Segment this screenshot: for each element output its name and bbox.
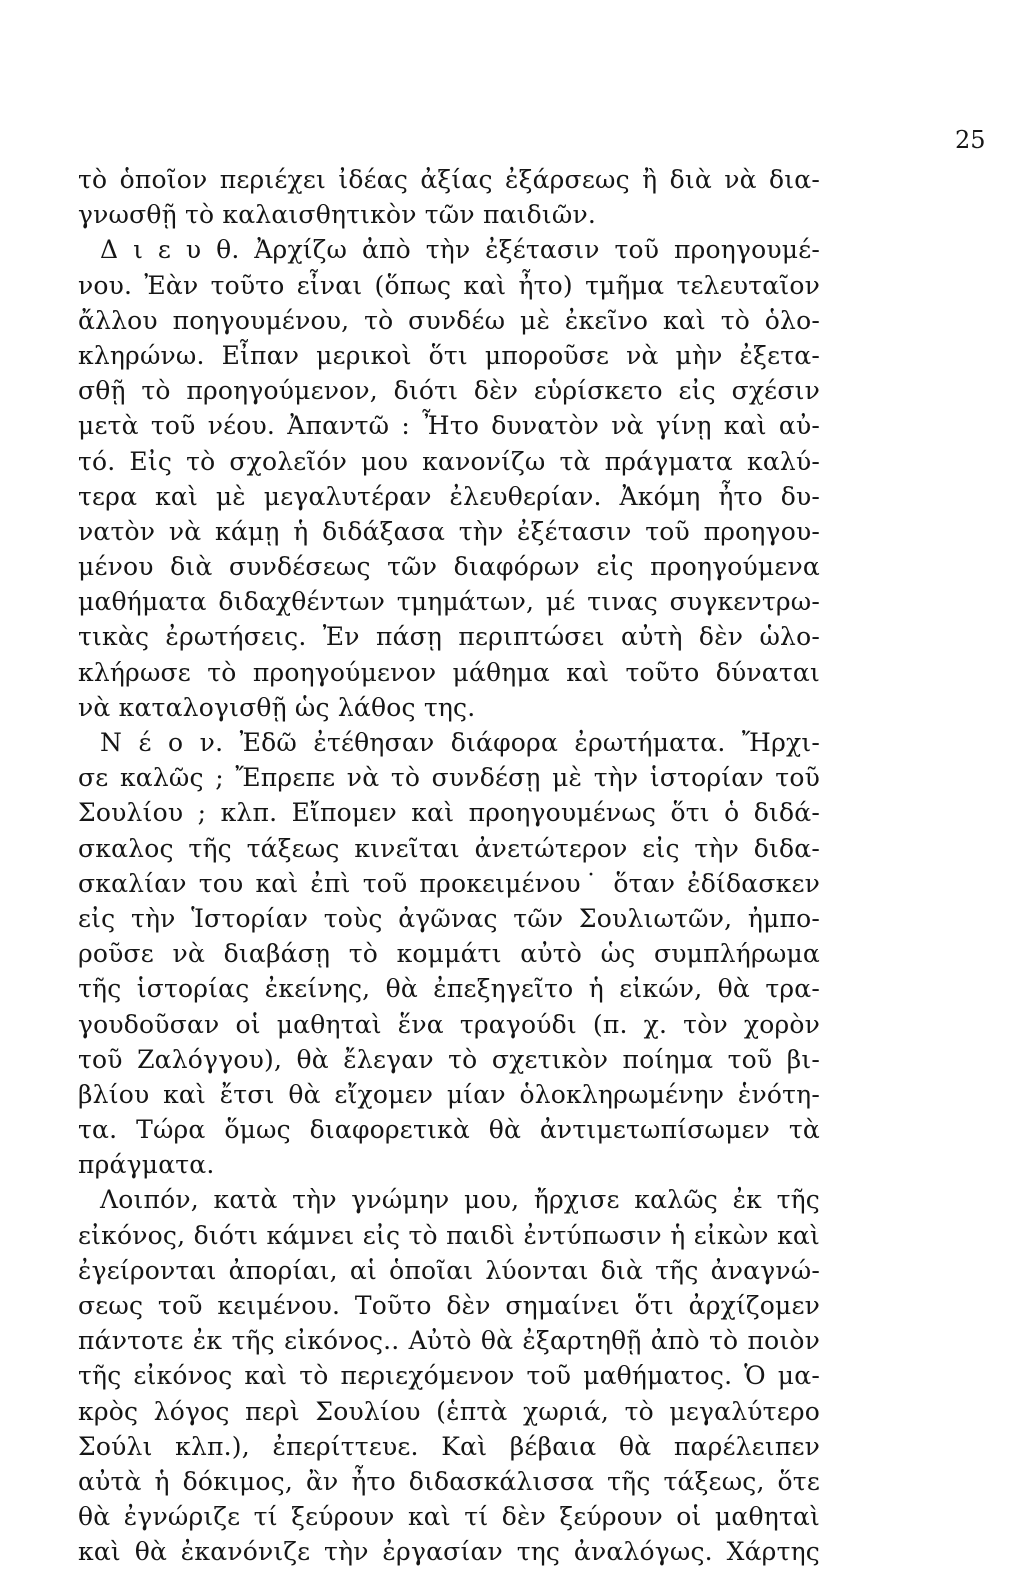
text-line: γουδοῦσαν οἱ μαθηταὶ ἕνα τραγούδι (π. χ. τὸν χορὸν	[78, 1009, 820, 1039]
text-line: καὶ θὰ ἐκανόνιζε τὴν ἐργασίαν της ἀναλόγως. Χάρτης	[78, 1537, 820, 1567]
text-line: ἄλλου πoηγουμένου, τὸ συνδέω μὲ ἐκεῖνο καὶ τὸ ὁλο-	[78, 305, 820, 335]
page-number: 25	[955, 126, 986, 154]
text-line: γνωσθῇ τὸ καλαισθητικὸν τῶν παιδιῶν.	[78, 200, 597, 230]
text-line: σκαλος τῆς τάξεως κινεῖται ἀνετώτερον εἰς τὴν διδα-	[78, 833, 820, 863]
text-line: μαθήματα διδαχθέντων τμημάτων, μέ τινας συγκεντρω-	[78, 587, 820, 617]
text-line: Σούλι κλπ.), ἐπερίττευε. Καὶ βέβαια θὰ παρέλειπεν	[78, 1431, 820, 1461]
text-line: Δ ι ε υ θ. Ἀρχίζω ἀπὸ τὴν ἐξέτασιν τοῦ προηγουμέ-	[100, 235, 820, 265]
text-line: κρὸς λόγος περὶ Σουλίου (ἑπτὰ χωριά, τὸ μεγαλύτερο	[78, 1396, 820, 1426]
text-line: ροῦσε νὰ διαβάσῃ τὸ κομμάτι αὐτὸ ὡς συμπλήρωμα	[78, 939, 820, 969]
text-line: σεως τοῦ κειμένου. Τοῦτο δὲν σημαίνει ὅτι ἀρχίζομεν	[78, 1291, 820, 1320]
text-line: νου. Ἐὰν τοῦτο εἶναι (ὅπως καὶ ἦτο) τμῆμα τελευταῖον	[78, 270, 820, 300]
text-line: Σουλίου ; κλπ. Εἴπομεν καὶ προηγουμένως ὅτι ὁ διδά-	[78, 798, 820, 828]
text-line: σε καλῶς ; Ἔπρεπε νὰ τὸ συνδέσῃ μὲ τὴν ἱστορίαν τοῦ	[78, 763, 820, 793]
text-line: βλίου καὶ ἔτσι θὰ εἴχομεν μίαν ὁλοκληρωμένην ἑνότη-	[78, 1079, 820, 1109]
text-line: τερα καὶ μὲ μεγαλυτέραν ἐλευθερίαν. Ἀκόμη ἦτο δυ-	[78, 481, 820, 511]
text-line: σκαλίαν του καὶ ἐπὶ τοῦ προκειμένου˙ ὅταν ἐδίδασκεν	[78, 868, 820, 898]
text-line: τῆς εἰκόνος καὶ τὸ περιεχόμενον τοῦ μαθήματος. Ὁ μα-	[78, 1361, 820, 1391]
text-line: αὐτὰ ἡ δόκιμος, ἂν ἦτο διδασκάλισσα τῆς τάξεως, ὅτε	[78, 1466, 820, 1496]
text-line: μετὰ τοῦ νέου. Ἀπαντῶ : Ἦτο δυνατὸν νὰ γίνῃ καὶ αὐ-	[78, 411, 820, 441]
text-line: νὰ καταλογισθῇ ὡς λάθος της.	[78, 692, 476, 722]
text-line: τικὰς ἐρωτήσεις. Ἐν πάσῃ περιπτώσει αὐτὴ δὲν ὡλο-	[78, 622, 820, 652]
text-line: κλήρωσε τὸ προηγούμενον μάθημα καὶ τοῦτο δύναται	[78, 657, 820, 687]
text-line: εἰς τὴν Ἱστορίαν τοὺς ἀγῶνας τῶν Σουλιωτῶν, ἠμπο-	[78, 903, 820, 933]
text-line: τα. Τώρα ὅμως διαφορετικὰ θὰ ἀντιμετωπίσωμεν τὰ	[78, 1115, 820, 1145]
text-line: σθῇ τὸ προηγούμενον, διότι δὲν εὑρίσκετο εἰς σχέσιν	[78, 376, 820, 406]
text-line: Λοιπόν, κατὰ τὴν γνώμην μου, ἤρχισε καλῶς ἐκ τῆς	[100, 1185, 820, 1215]
text-line: μένου διὰ συνδέσεως τῶν διαφόρων εἰς προηγούμενα	[78, 552, 820, 582]
text-line: ἐγείρονται ἀπορίαι, αἱ ὁποῖαι λύονται διὰ τῆς ἀναγνώ-	[78, 1255, 820, 1285]
body-text	[78, 162, 820, 1570]
text-line: τό. Εἰς τὸ σχολεῖόν μου κανονίζω τὰ πράγματα καλύ-	[78, 446, 820, 476]
text-line: Ν έ ο ν. Ἐδῶ ἐτέθησαν διάφορα ἐρωτήματα. Ἤρχι-	[100, 728, 820, 757]
text-line: τὸ ὁποῖον περιέχει ἰδέας ἀξίας ἐξάρσεως ἢ διὰ νὰ δια-	[78, 165, 820, 194]
text-line: τῆς ἱστορίας ἐκείνης, θὰ ἐπεξηγεῖτο ἡ εἰκών, θὰ τρα-	[78, 974, 820, 1004]
text-line: θὰ ἐγνώριζε τί ξεύρουν καὶ τί δὲν ξεύρουν οἱ μαθηταὶ	[78, 1502, 820, 1532]
text-line: πάντοτε ἐκ τῆς εἰκόνος.. Αὐτὸ θὰ ἐξαρτηθῇ ἀπὸ τὸ ποιὸν	[78, 1326, 820, 1356]
text-line: τοῦ Ζαλόγγου), θὰ ἔλεγαν τὸ σχετικὸν ποίημα τοῦ βι-	[78, 1044, 820, 1074]
text-line: πράγματα.	[78, 1150, 215, 1180]
text-line: κληρώνω. Εἶπαν μερικοὶ ὅτι μποροῦσε νὰ μὴν ἐξετα-	[78, 340, 820, 370]
text-line: νατὸν νὰ κάμῃ ἡ διδάξασα τὴν ἐξέτασιν τοῦ προηγου-	[78, 516, 820, 546]
text-line: εἰκόνος, διότι κάμνει εἰς τὸ παιδὶ ἐντύπωσιν ἡ εἰκὼν καὶ	[78, 1220, 820, 1250]
